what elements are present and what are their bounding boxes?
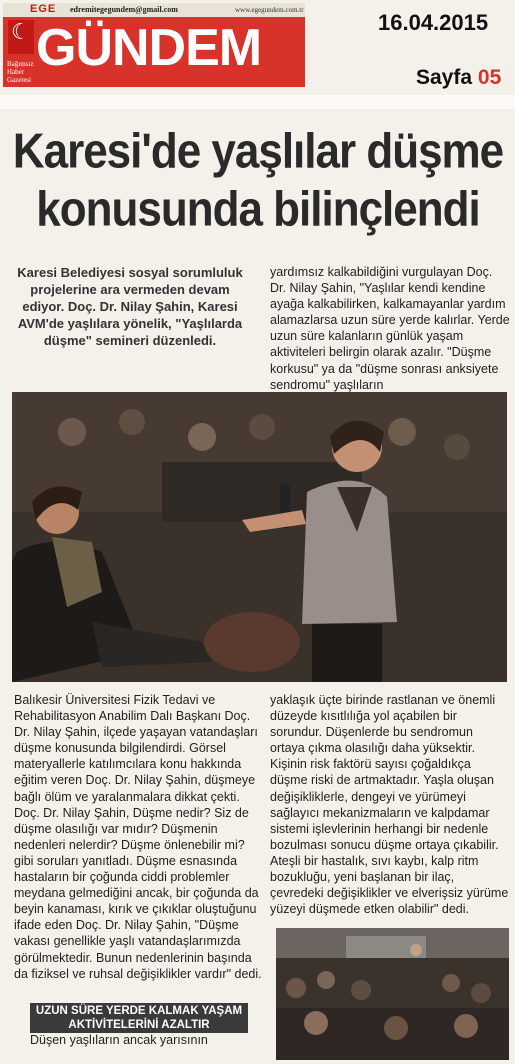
- headline-line-2: konusunda bilinçlendi: [36, 182, 480, 237]
- page-label: Sayfa: [416, 66, 473, 89]
- audience-photo-illustration: [276, 928, 509, 1060]
- subheading: UZUN SÜRE YERDE KALMAK YAŞAM AKTİVİTELERİNİ AZALTIR: [30, 1003, 248, 1033]
- newspaper-name: GÜNDEM: [36, 19, 262, 77]
- masthead-tagline: Bağımsız Haber Gazetesi: [7, 60, 34, 84]
- lead-paragraph: Karesi Belediyesi sosyal sorumluluk projelerine ara vermeden devam ediyor. Doç. Dr. Nilay Şahin, Karesi AVM'de yaşlılara yönelik, "Yaşlılarda düşme" semineri düzenledi.: [17, 265, 243, 348]
- masthead-website: www.egegundem.com.tr: [235, 6, 304, 14]
- issue-date: 16.04.2015: [378, 10, 489, 35]
- audience-photo: [276, 928, 509, 1060]
- page-number: [416, 66, 501, 90]
- page-number-value: 05: [477, 66, 502, 89]
- headline-line-1: Karesi'de yaşlılar düşme: [12, 124, 504, 179]
- body-column-right: yaklaşık üçte birinde rastlanan ve önemli düzeyde kısıtlılığa yol açabilen bir sorundur. Düşenlerde bu sendromun ortaya çıkma olasılığı daha yüksektir. Kişinin risk faktörü sayısı çoğaldıkça düşme riski de artmaktadır. Yaşla oluşan değişikliklerle, dengeyi ve yürümeyi sağlayıcı mekanizmaların ve kalpdamar sistemi işlevlerinin herhangi bir nedenle bozulması sonucu düşme ortaya çıkabilir. Ateşli bir hastalık, sıvı kaybı, kalp ritm bozukluğu, yeni başlanan bir ilaç, çevredeki değişiklikler ve elverişsiz yürüme yüzeyi düşmede etken olabilir" dedi.: [270, 693, 509, 917]
- seminar-photo: [12, 392, 507, 682]
- body-tail-text: Düşen yaşlıların ancak yarısının: [30, 1033, 208, 1047]
- clipping-edge: [0, 95, 515, 109]
- masthead-email: edremitegegundem@gmail.com: [70, 5, 178, 14]
- body-column-left: Balıkesir Üniversitesi Fizik Tedavi ve Rehabilitasyon Anabilim Dalı Başkanı Doç. Dr. Nilay Şahin, ilçede yaşayan vatandaşları düşme konusunda bilgilendirdi. Görsel materyallerle katılımcılara konu hakkında eğitim veren Doç. Dr. Nilay Şahin, düşmeye bağlı ölüm ve yaralanmalara dikkat çekti. Doç. Dr. Nilay Şahin, Düşme nedir? Siz de düşme olasılığı var mıdır? Düşmenin nedenleri nelerdir? Düşme önlenebilir mi? gibi soruları yanıtladı. Düşme esnasında hastaların bir çoğunda ciddi problemler meydana gelmediğini ancak, bir çoğunda da beyin kanaması, kırık ve çıkıklar oluştuğunu ifade eden Doç. Dr. Nilay Şahin, "Düşme vakası genellikle yaşlı vatandaşlarımızda görülmektedir. Bunun nedenlerinin başında da fiziksel ve ruhsal değişiklikler vardır" dedi.: [14, 693, 262, 981]
- edition-label: EGE: [30, 3, 57, 15]
- crescent-star-icon: ☾: [11, 20, 31, 45]
- seminar-photo-illustration: [12, 392, 507, 682]
- body-column-top-right: yardımsız kalkabildiğini vurgulayan Doç. Dr. Nilay Şahin, "Yaşlılar kendi kendine ayağa kalkabilirken, kalkamayanlar yardım alamazlarsa uzun süre yerde kalırlar. Yerde uzun süre kalanların günlük yaşam aktiviteleri belirgin olarak azalır. "Düşme korkusu" ya da "düşme sonrası anksiyete sendromu" yaşlıların: [270, 265, 510, 392]
